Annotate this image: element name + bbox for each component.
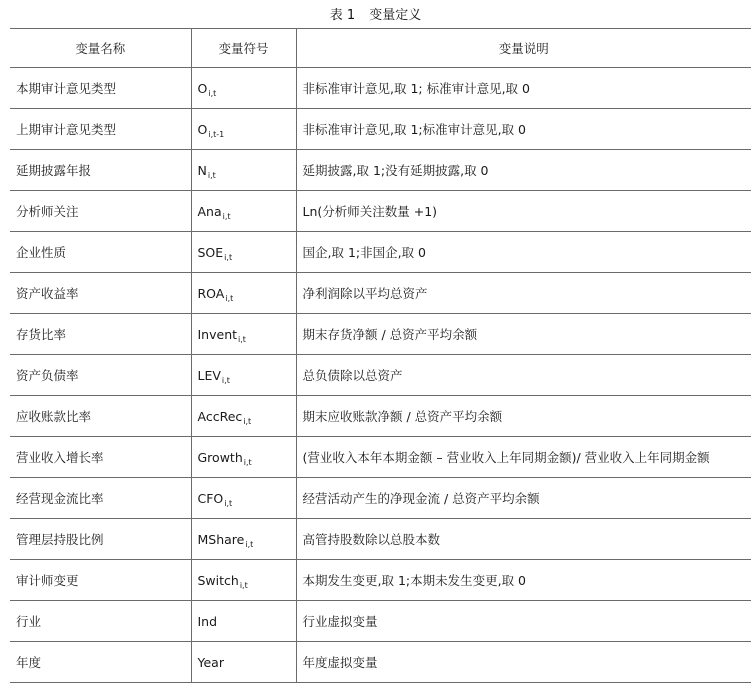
variable-description: 期末存货净额 / 总资产平均余额 <box>296 314 751 355</box>
variable-symbol-subscript: i,t <box>238 334 246 344</box>
variable-description: 行业虚拟变量 <box>296 601 751 642</box>
variable-symbol <box>191 601 296 642</box>
variable-description: 经营活动产生的净现金流 / 总资产平均余额 <box>296 478 751 519</box>
table-row <box>10 560 751 601</box>
column-header-symbol: 变量符号 <box>191 29 296 68</box>
table-caption <box>0 6 751 26</box>
variable-name: 年度 <box>10 642 191 683</box>
table-row <box>10 396 751 437</box>
variable-description: 非标准审计意见,取 1;标准审计意见,取 0 <box>296 109 751 150</box>
variable-symbol-base: Year <box>197 654 224 670</box>
variable-name: 资产负债率 <box>10 355 191 396</box>
variable-symbol-base: Invent <box>197 326 238 342</box>
table-row <box>10 601 751 642</box>
variable-name: 上期审计意见类型 <box>10 109 191 150</box>
variable-description: 期末应收账款净额 / 总资产平均余额 <box>296 396 751 437</box>
variable-symbol <box>191 314 296 355</box>
variable-symbol <box>191 68 296 109</box>
variable-symbol-subscript: i,t <box>245 539 254 549</box>
variable-symbol-subscript: i,t <box>224 498 233 508</box>
table-row <box>10 109 751 150</box>
variable-symbol-base: Ind <box>197 613 218 629</box>
variable-symbol <box>191 355 296 396</box>
variable-symbol-base: Ana <box>197 203 222 219</box>
variable-description: 延期披露,取 1;没有延期披露,取 0 <box>296 150 751 191</box>
variable-symbol-base: O <box>197 121 208 137</box>
variable-description: 高管持股数除以总股本数 <box>296 519 751 560</box>
variable-symbol <box>191 478 296 519</box>
variable-name: 分析师关注 <box>10 191 191 232</box>
variable-symbol <box>191 191 296 232</box>
variable-symbol <box>191 273 296 314</box>
variable-description: 非标准审计意见,取 1; 标准审计意见,取 0 <box>296 68 751 109</box>
variable-symbol-base: LEV <box>197 367 221 383</box>
variable-symbol-base: ROA <box>197 285 225 301</box>
variable-description: 国企,取 1;非国企,取 0 <box>296 232 751 273</box>
variable-symbol <box>191 642 296 683</box>
variable-symbol-subscript: i,t <box>243 416 252 426</box>
table-header-row <box>10 29 751 68</box>
variable-name: 经营现金流比率 <box>10 478 191 519</box>
variable-name: 存货比率 <box>10 314 191 355</box>
table-row <box>10 642 751 683</box>
column-header-description: 变量说明 <box>296 29 751 68</box>
table-row <box>10 355 751 396</box>
table-row <box>10 68 751 109</box>
variable-description: 本期发生变更,取 1;本期未发生变更,取 0 <box>296 560 751 601</box>
table-number: 表 1 <box>329 8 356 23</box>
variable-symbol-subscript: i,t <box>225 293 234 303</box>
variable-symbol-base: AccRec <box>197 408 243 424</box>
variable-symbol <box>191 232 296 273</box>
variable-symbol-subscript: i,t <box>239 580 248 590</box>
table-row <box>10 314 751 355</box>
variable-name: 企业性质 <box>10 232 191 273</box>
variable-symbol <box>191 519 296 560</box>
variable-symbol <box>191 396 296 437</box>
variable-description: Ln(分析师关注数量 +1) <box>296 191 751 232</box>
table-row <box>10 150 751 191</box>
variable-symbol <box>191 150 296 191</box>
variable-name: 资产收益率 <box>10 273 191 314</box>
variable-description: 年度虚拟变量 <box>296 642 751 683</box>
variable-symbol <box>191 437 296 478</box>
variable-name: 行业 <box>10 601 191 642</box>
variable-symbol-base: MShare <box>197 531 245 547</box>
variable-description: (营业收入本年本期金额 – 营业收入上年同期金额)/ 营业收入上年同期金额 <box>296 437 751 478</box>
variable-symbol-subscript: i,t <box>207 170 216 180</box>
table-row <box>10 191 751 232</box>
variable-symbol-subscript: i,t <box>221 375 230 385</box>
column-header-name: 变量名称 <box>10 29 191 68</box>
variable-symbol-subscript: i,t <box>243 457 252 467</box>
table-row <box>10 437 751 478</box>
variable-name: 本期审计意见类型 <box>10 68 191 109</box>
variable-symbol <box>191 109 296 150</box>
variable-name: 管理层持股比例 <box>10 519 191 560</box>
variable-description: 总负债除以总资产 <box>296 355 751 396</box>
variable-symbol-subscript: i,t-1 <box>208 129 225 139</box>
variable-symbol-base: N <box>197 162 207 178</box>
table-row <box>10 478 751 519</box>
variable-symbol-subscript: i,t <box>224 252 233 262</box>
variable-description: 净利润除以平均总资产 <box>296 273 751 314</box>
variable-symbol-base: Growth <box>197 449 243 465</box>
variable-symbol-base: SOE <box>197 244 224 260</box>
variable-symbol-base: CFO <box>197 490 224 506</box>
variable-symbol <box>191 560 296 601</box>
variable-symbol-subscript: i,t <box>208 88 217 98</box>
variable-symbol-base: O <box>197 80 208 96</box>
variable-name: 延期披露年报 <box>10 150 191 191</box>
table-row <box>10 232 751 273</box>
table-title: 变量定义 <box>369 8 422 23</box>
variable-symbol-subscript: i,t <box>222 211 231 221</box>
variable-name: 应收账款比率 <box>10 396 191 437</box>
variable-name: 营业收入增长率 <box>10 437 191 478</box>
table-row <box>10 273 751 314</box>
variable-definition-table <box>10 28 751 683</box>
variable-symbol-base: Switch <box>197 572 239 588</box>
table-row <box>10 519 751 560</box>
variable-name: 审计师变更 <box>10 560 191 601</box>
